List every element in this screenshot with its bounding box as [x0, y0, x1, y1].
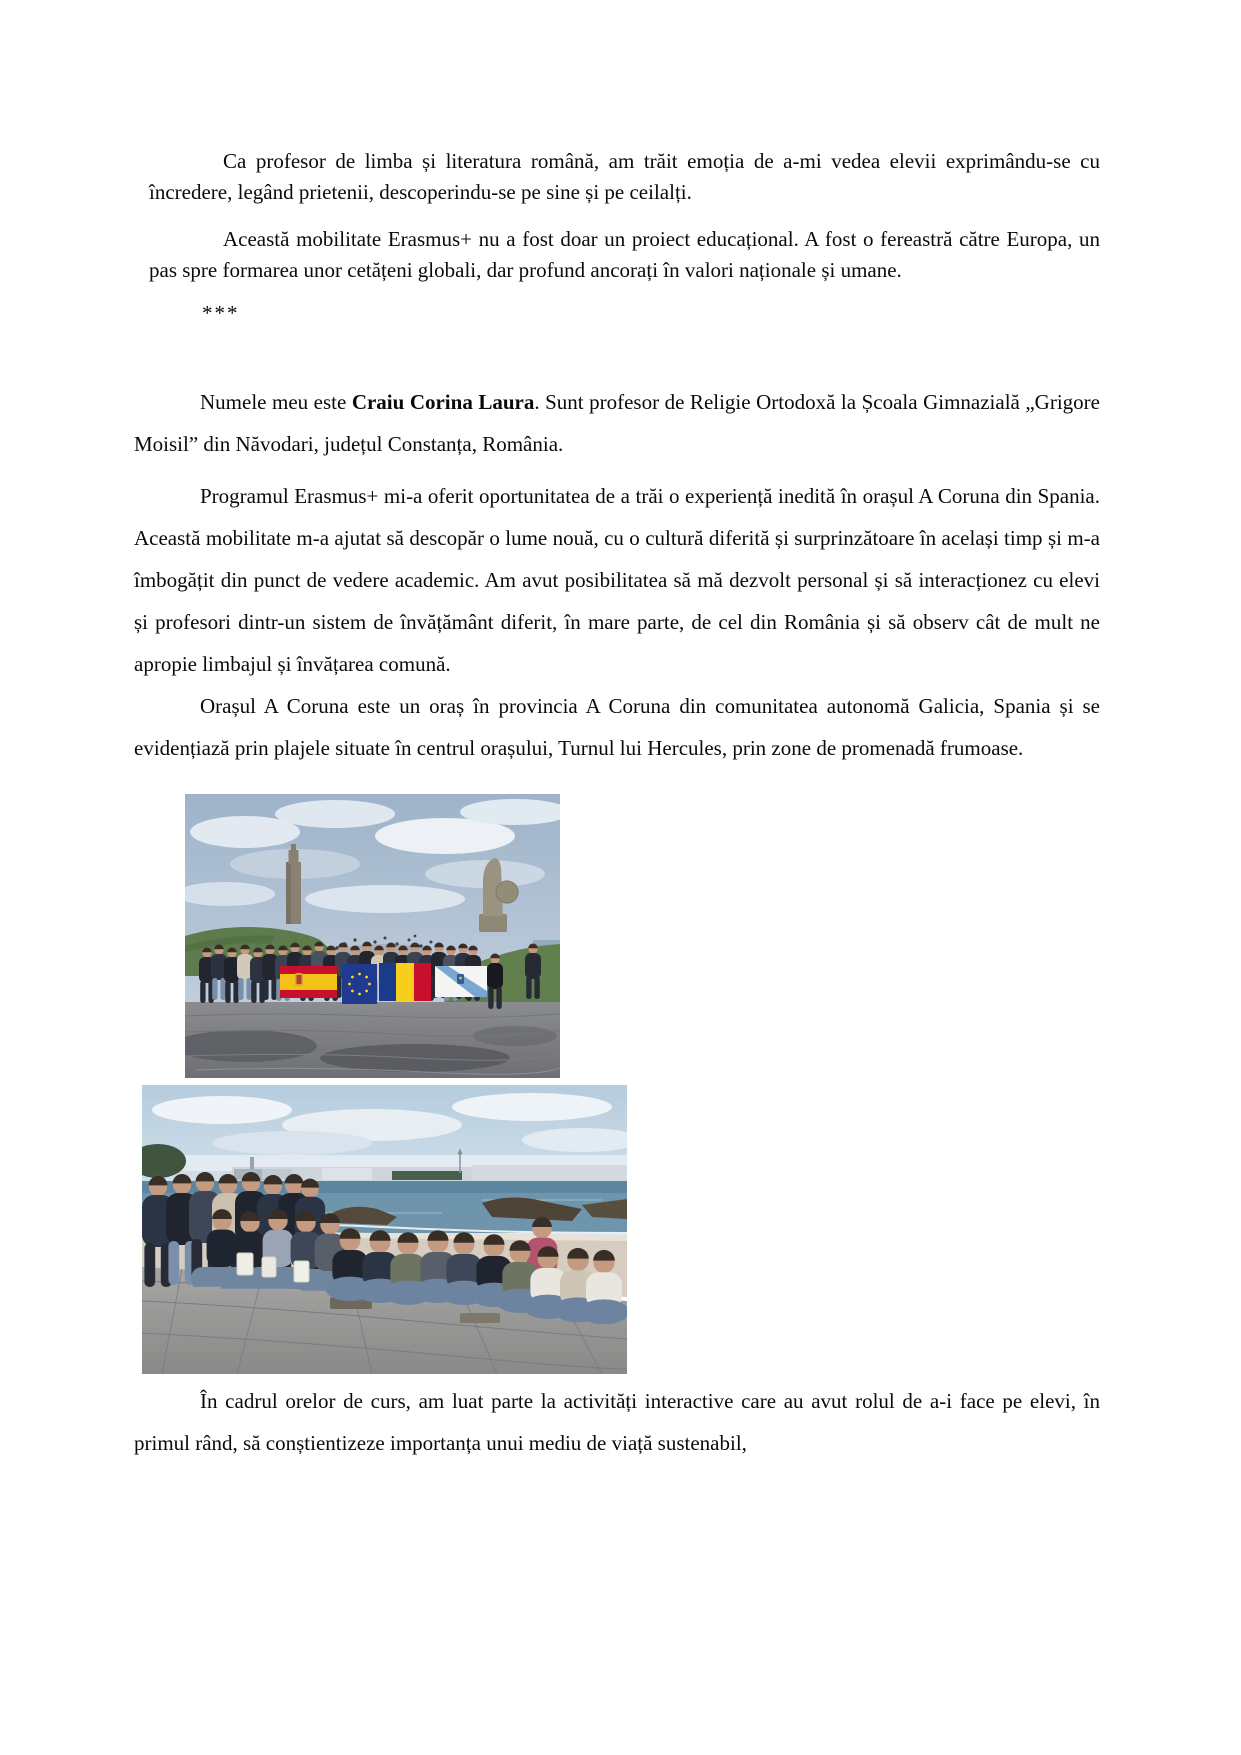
flag-galicia — [435, 966, 487, 997]
paragraph-text: Numele meu este — [200, 390, 352, 414]
author-name: Craiu Corina Laura — [351, 390, 535, 414]
photo-group-flags-tower-of-hercules — [185, 794, 560, 1078]
paragraph-text: . Sunt profesor de Religie Ortodoxă la Școala Gimnazială „Grigore Moisil” din Năvodari, județul Constanța, România. — [134, 390, 1100, 456]
main-section — [134, 381, 1100, 769]
paragraph-city-description: Orașul A Coruna este un oraș în provincia A Coruna din comunitatea autonomă Galicia, Spania și se evidențiază prin plajele situate în centrul orașului, Turnul lui Hercules, prin zone de promenadă frumoase. — [134, 694, 1100, 760]
paragraph-intro-1: Ca profesor de limba și literatura română, am trăit emoția de a-mi vedea elevii exprimându-se cu încredere, legând prietenii, descoperindu-se pe sine și pe ceilalți. — [149, 149, 1100, 204]
closing-section — [134, 1380, 1100, 1464]
flag-spain — [280, 966, 337, 998]
section-separator: *** — [202, 301, 240, 325]
flag-european-union — [342, 964, 377, 1004]
paragraph-introduction — [134, 381, 1100, 465]
paragraph-intro-2: Această mobilitate Erasmus+ nu a fost doar un proiect educațional. A fost o fereastră către Europa, un pas spre formarea unor cetățeni globali, dar profund ancorați în valori naționale și umane. — [149, 227, 1100, 282]
flag-romania — [379, 963, 431, 1001]
intro-section — [149, 146, 1100, 329]
cobblestone-plaza — [185, 1002, 560, 1078]
paragraph-class-activities: În cadrul orelor de curs, am luat parte la activități interactive care au avut rolul de a-i face pe elevi, în primul rând, să conștientizeze importanța unui mediu de viață sustenabil, — [134, 1389, 1100, 1455]
photo-students-beach-promenade — [142, 1085, 627, 1374]
paragraph-erasmus-experience: Programul Erasmus+ mi-a oferit oportunitatea de a trăi o experiență inedită în orașul A Coruna din Spania. Această mobilitate m-a ajutat să descopăr o lume nouă, cu o cultură diferită și surprinzătoare în același timp și m-a îmbogățit din punct de vedere academic. Am avut posibilitatea să mă dezvolt personal și să interacționez cu elevi și profesori dintr-un sistem de învățământ diferit, în mare parte, de cel din România și să observ cât de mult ne apropie limbajul și învățarea comună. — [134, 484, 1100, 676]
photo1-illustration — [185, 794, 560, 1078]
photo2-illustration — [142, 1085, 627, 1374]
